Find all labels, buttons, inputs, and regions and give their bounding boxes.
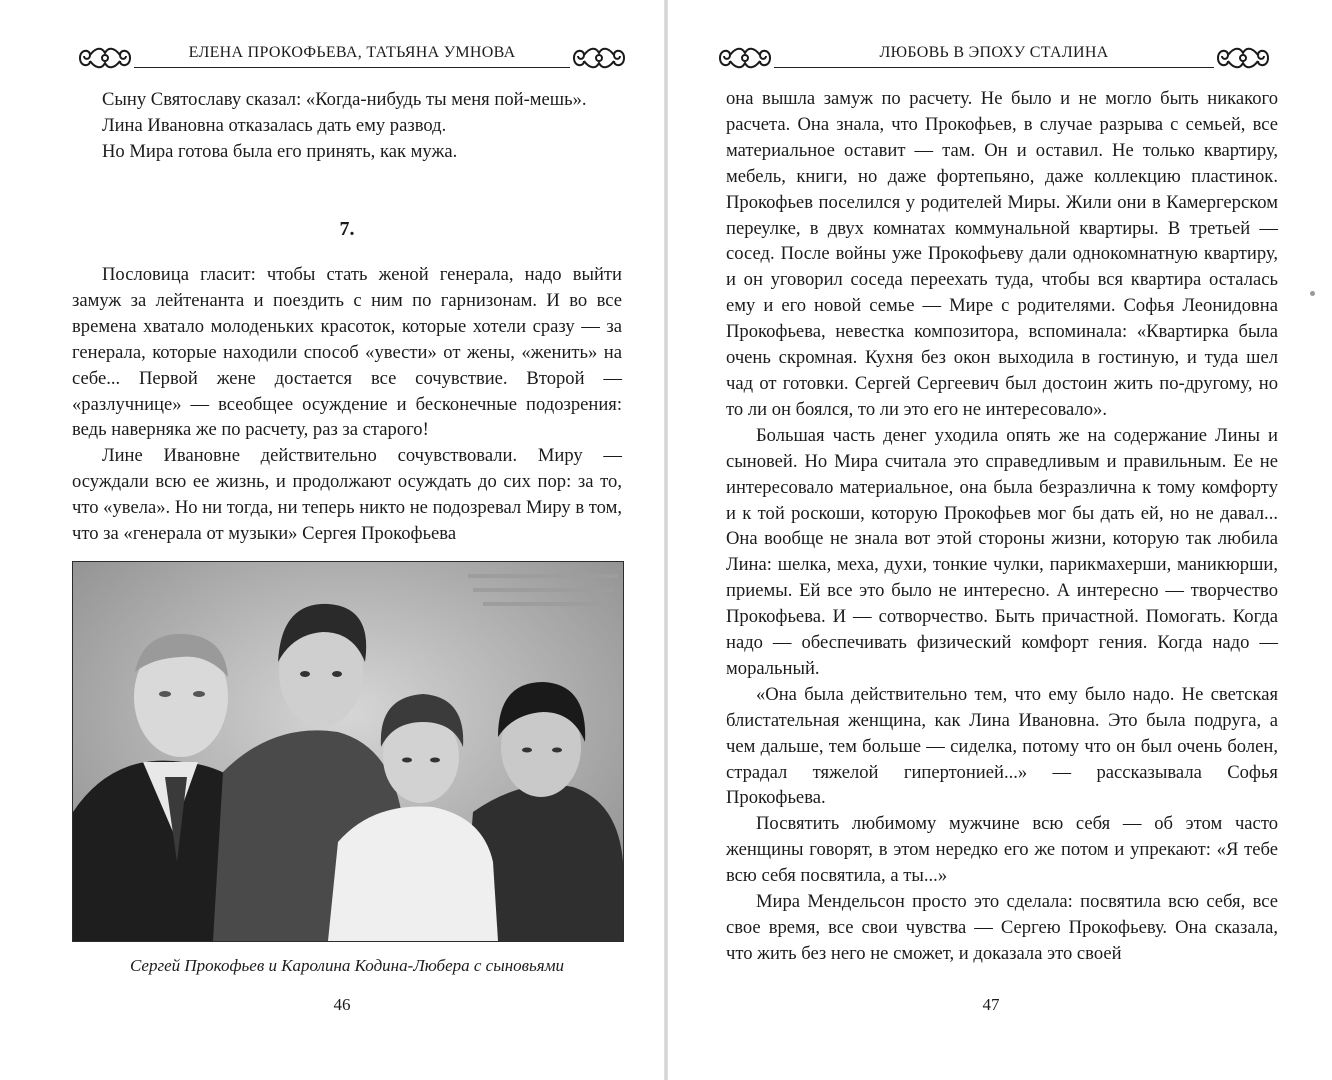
left-main-text [72,262,622,547]
paragraph: она вышла замуж по расчету. Не было и не могло быть никакого расчета. Она знала, что Прокофьев, в случае разрыва с семьей, все материальное оставит — там. Он и оставил. Не только квартиру, мебель, книги, но даже фортепьяно, даже коллекцию пластинок. Прокофьев поселился у родителей Миры. Жили они в Камергерском переулке, в двух комнатах коммунальной квартиры. В третьей — сосед. После войны уже Прокофьеву дали однокомнатную квартиру, и он уговорил соседа переехать туда, чтобы вся квартира осталась ему и его новой семье — Мире с родителями. Софья Леонидовна Прокофьева, невестка композитора, вспоминала: «Квартирка была очень скромная. Кухня без окон выходила в гостиную, и туда шел чад от готовки. Сергей Сергеевич был достоин жить по-другому, но то ли он боялся, то ли это его не интересовало». [726,88,1278,420]
left-running-header [76,40,628,76]
paragraph: Сыну Святославу сказал: «Когда-нибудь ты меня пой-мешь». [102,89,587,110]
right-header-title: ЛЮБОВЬ В ЭПОХУ СТАЛИНА [879,44,1109,61]
left-top-text [72,87,622,165]
paragraph: «Она была действительно тем, что ему было надо. Не светская блистательная женщина, как Лина Ивановна. Это была подруга, а чем дальше, тем больше — сиделка, потому что он был очень болен, страдал тяжелой гипертонией...» — рассказывала Софья Прокофьева. [726,683,1278,809]
right-main-text [726,86,1278,967]
paragraph: Большая часть денег уходила опять же на содержание Лины и сыновей. Но Мира считала это справедливым и правильным. Ее не интересовало материальное, она была безразлична к тому комфорту и к той роскоши, которую Прокофьев мог бы дать ей, но не давал... Она вообще не знала вот этой стороны жизни, которую так любила Лина: шелка, меха, духи, тонкие чулки, парикмахерши, маникюрши, приемы. Ей все это было не интересно. А интересно — творчество Прокофьева. И — сотворчество. Быть причастной. Помогать. Когда надо — обеспечивать физический комфорт гения. Когда надо — моральный. [726,424,1278,679]
scroll-ornament-icon [570,43,628,73]
paragraph: Пословица гласит: чтобы стать женой генерала, надо выйти замуж за лейтенанта и поездить с ним по гарнизонам. И во все времена хватало молоденьких красоток, которые хотели сразу — за генерала, которые находили способ «увести» от жены, «женить» на себе... Первой жене достается все сочувствие. Второй — «разлучнице» — всеобщее осуждение и бесконечные подозрения: ведь наверняка же по расчету, раз за старого! [72,264,622,441]
chapter-number: 7. [339,218,355,240]
left-header-rule [134,67,570,68]
right-header-rule [774,67,1214,68]
page-number: 46 [333,995,351,1014]
paragraph: Лина Ивановна отказалась дать ему развод. [102,114,447,136]
paragraph: Мира Мендельсон просто это сделала: посвятила всю себя, все свое время, все свои чувства — Сергею Прокофьеву. Она сказала, что жить без него не сможет, и доказала это своей [726,891,1278,964]
right-running-header [716,40,1272,76]
page-number: 47 [982,995,1000,1014]
family-photo [72,561,624,942]
right-page [666,0,1332,1080]
margin-speck [1310,291,1315,296]
paragraph: Посвятить любимому мужчине всю себя — об этом часто женщины говорят, в этом нередко его же потом и упрекают: «Я тебе всю себя посвятила, а ты...» [726,813,1278,887]
photo-caption: Сергей Прокофьев и Каролина Кодина-Любера с сыновьями [129,956,565,975]
scroll-ornament-icon [716,43,774,73]
family-photo-illustration [73,562,623,941]
paragraph: Лине Ивановне действительно сочувствовали. Миру — осуждали всю ее жизнь, и продолжают осуждать до сих пор: за то, что «увела». Но ни тогда, ни теперь никто не подозревал Миру в том, что за «генерала от музыки» Сергея Прокофьева [72,445,622,545]
scroll-ornament-icon [1214,43,1272,73]
scroll-ornament-icon [76,43,134,73]
paragraph: Но Мира готова была его принять, как мужа. [102,140,458,162]
left-header-title: ЕЛЕНА ПРОКОФЬЕВА, ТАТЬЯНА УМНОВА [188,44,516,61]
